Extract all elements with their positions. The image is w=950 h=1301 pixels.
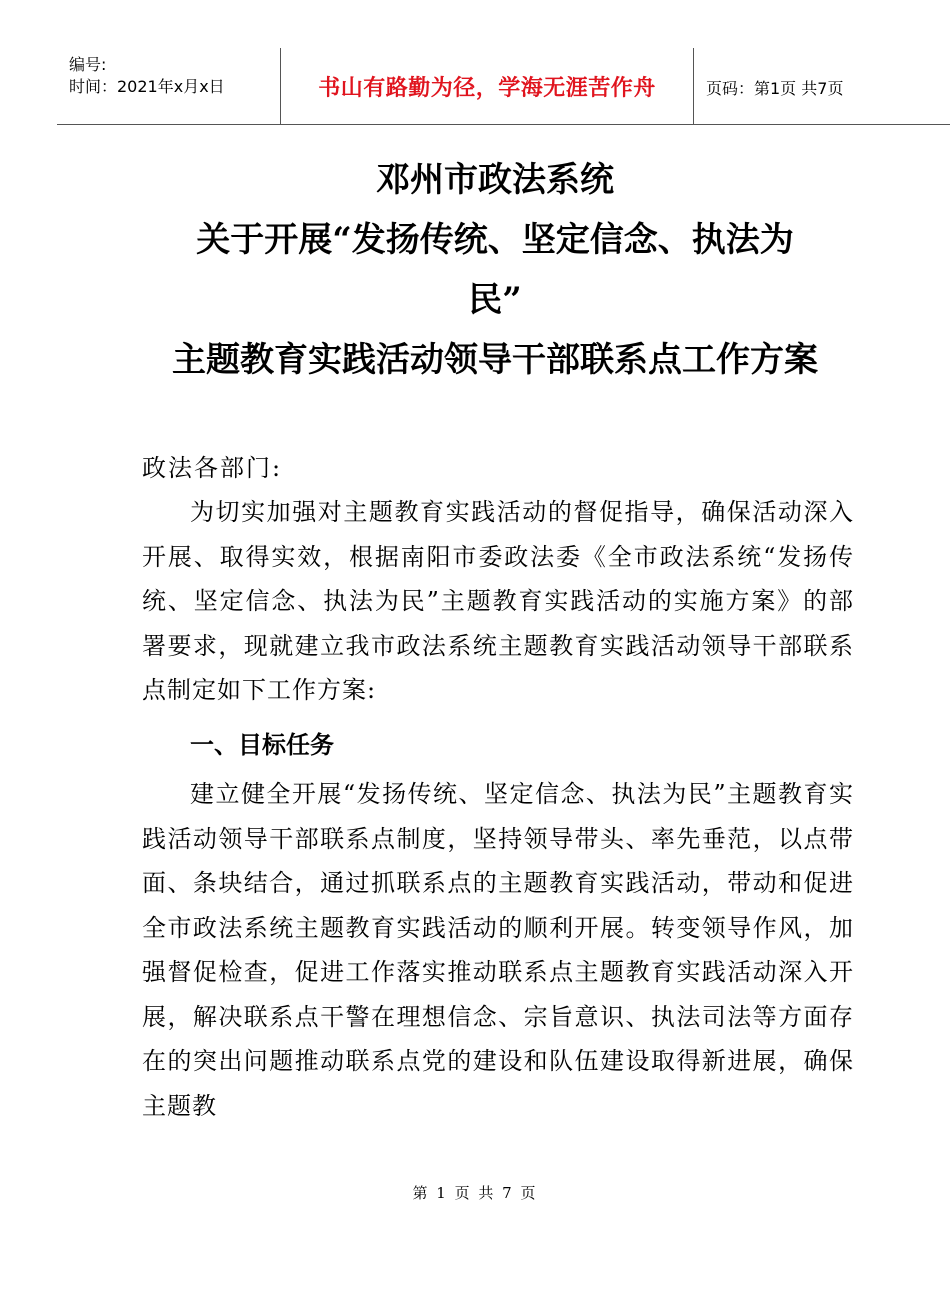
document-title — [100, 150, 890, 390]
section-heading: 一、目标任务 — [190, 731, 334, 759]
document-time-label: 时间：2021年x月x日 — [69, 77, 225, 96]
title-line-3: 民” — [468, 280, 522, 320]
title-line-2: 关于开展“发扬传统、坚定信念、执法为 — [196, 220, 794, 260]
header-divider — [693, 48, 694, 125]
salutation: 政法各部门: — [142, 454, 283, 482]
header-motto: 书山有路勤为径，学海无涯苦作舟 — [318, 76, 656, 101]
document-number-label: 编号: — [69, 55, 107, 74]
header-rule — [57, 124, 950, 125]
title-line-1: 邓州市政法系统 — [376, 160, 614, 200]
body-paragraph: 建立健全开展“发扬传统、坚定信念、执法为民”主题教育实践活动领导干部联系点制度，坚持领导带头、率先垂范，以点带面、条块结合，通过抓联系点的主题教育实践活动，带动和促进全市政法系统主题教育实践活动的顺利开展。转变领导作风，加强督促检查，促进工作落实推动联系点主题教育实践活动深入开展，解决联系点干警在理想信念、宗旨意识、执法司法等方面存在的突出问题推动联系点党的建设和队伍建设取得新进展，确保主题教 — [142, 780, 854, 1120]
header-page-info: 页码：第1页 共7页 — [706, 79, 844, 98]
page-footer: 第 1 页 共 7 页 — [412, 1184, 538, 1202]
title-line-4: 主题教育实践活动领导干部联系点工作方案 — [172, 340, 818, 380]
document-header — [57, 48, 950, 125]
body-paragraph: 为切实加强对主题教育实践活动的督促指导，确保活动深入开展、取得实效，根据南阳市委政法委《全市政法系统“发扬传统、坚定信念、执法为民”主题教育实践活动的实施方案》的部署要求，现就建立我市政法系统主题教育实践活动领导干部联系点制定如下工作方案: — [142, 498, 854, 704]
